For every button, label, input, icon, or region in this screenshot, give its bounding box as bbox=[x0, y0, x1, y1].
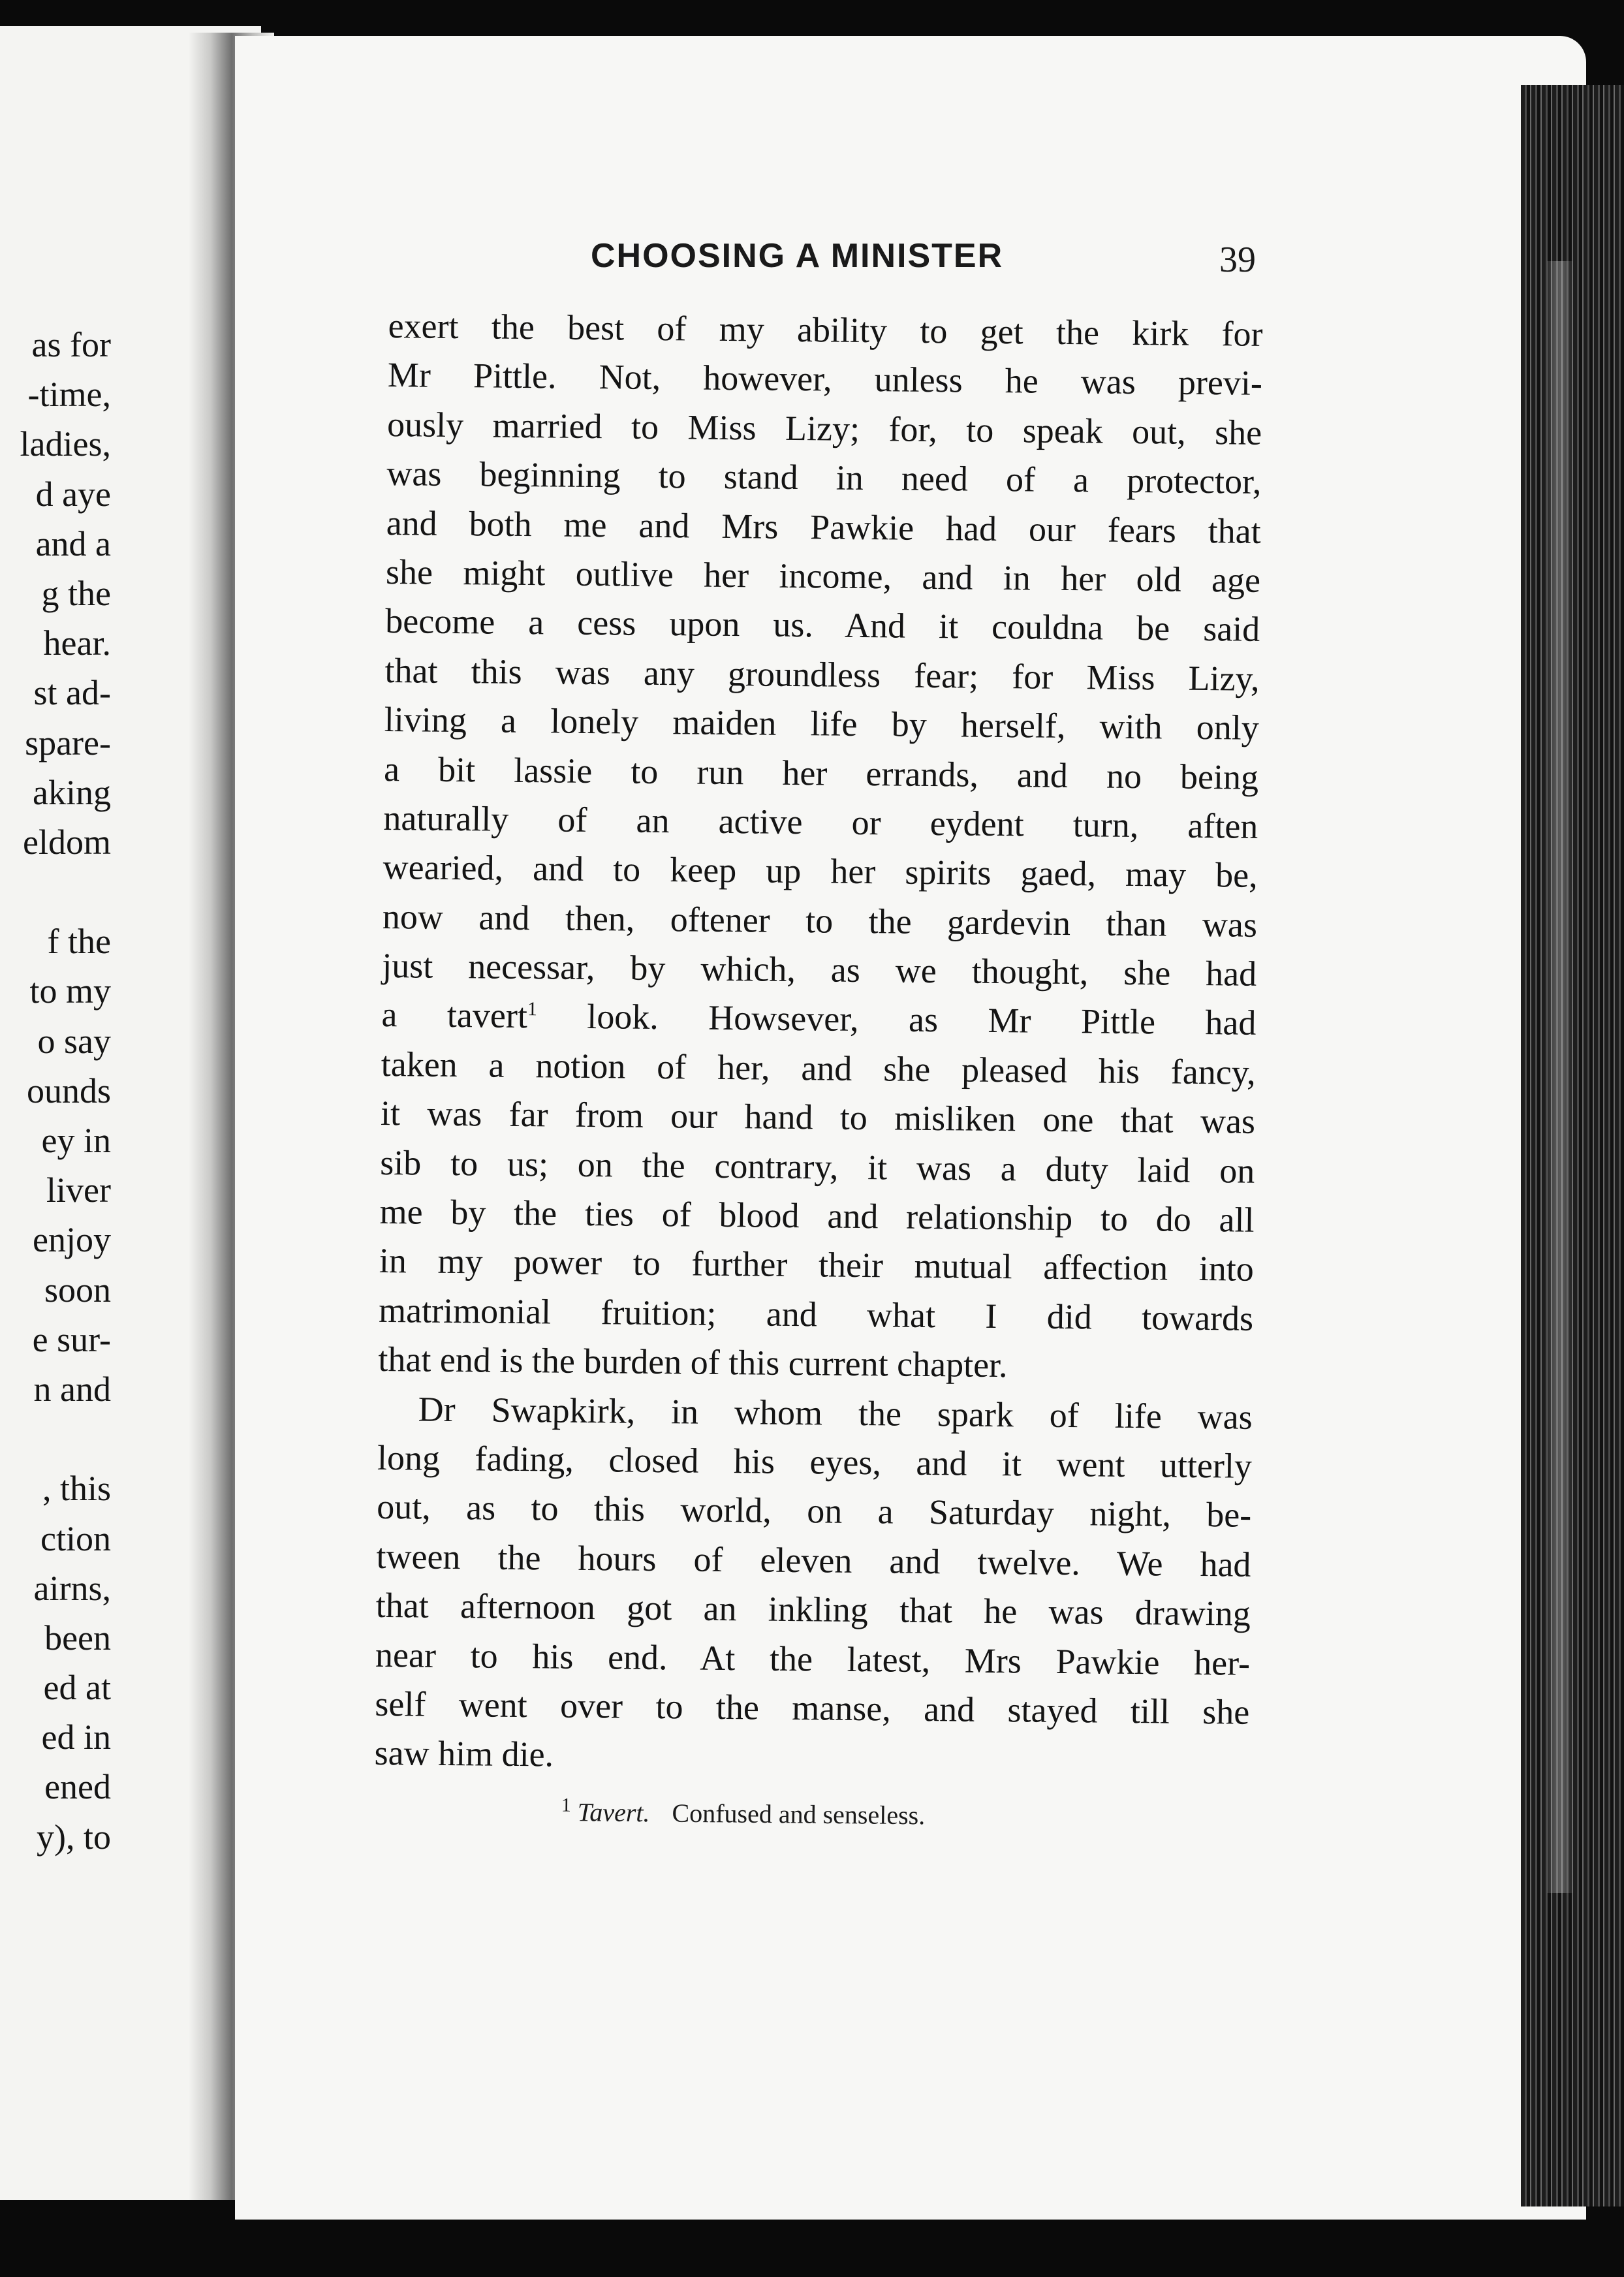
left-line: ed in bbox=[41, 1718, 111, 1757]
text-line: she might outlive her income, and in her old age bbox=[385, 552, 1261, 600]
footnote-reference: 1 bbox=[527, 998, 538, 1020]
left-line: ened bbox=[44, 1767, 111, 1807]
text-line: sib to us; on the contrary, it was a duty laid on bbox=[380, 1142, 1255, 1191]
text-line: me by the ties of blood and relationship to do all bbox=[379, 1191, 1255, 1240]
page-number: 39 bbox=[1219, 240, 1256, 280]
text-line: living a lonely maiden life by herself, with only bbox=[384, 700, 1260, 747]
left-line: been bbox=[44, 1618, 111, 1657]
left-line bbox=[0, 867, 111, 917]
page-edges-highlight bbox=[1547, 261, 1573, 1893]
left-line: e sur- bbox=[32, 1319, 111, 1359]
text-line: was beginning to stand in need of a protector, bbox=[386, 454, 1262, 502]
text-line: long fading, closed his eyes, and it went utterly bbox=[377, 1437, 1253, 1486]
left-line bbox=[0, 1414, 111, 1464]
left-line: as for bbox=[31, 325, 111, 364]
text-line: and both me and Mrs Pawkie had our fears that bbox=[386, 503, 1261, 551]
left-line: o say bbox=[37, 1021, 111, 1061]
left-line: hear. bbox=[43, 623, 111, 663]
running-head: CHOOSING A MINISTER bbox=[591, 237, 1004, 275]
left-line: ed at bbox=[43, 1668, 111, 1708]
text-line-with-footnote bbox=[381, 990, 1257, 1048]
text-line: naturally of an active or eydent turn, aften bbox=[383, 798, 1258, 846]
left-line: spare- bbox=[25, 723, 111, 762]
left-line: d aye bbox=[35, 474, 111, 514]
footnote bbox=[561, 1794, 926, 1830]
left-line: ladies, bbox=[20, 424, 111, 464]
footnote-marker: 1 bbox=[561, 1794, 572, 1816]
text-line: ously married to Miss Lizy; for, to speak out, she bbox=[386, 404, 1262, 452]
left-line: n and bbox=[33, 1369, 111, 1409]
text-line: that end is the burden of this current chapter. bbox=[378, 1340, 1008, 1385]
text-line: in my power to further their mutual affection into bbox=[379, 1241, 1255, 1289]
left-page-text bbox=[0, 320, 111, 1862]
left-line: , this bbox=[42, 1469, 111, 1509]
text-line: exert the best of my ability to get the kirk for bbox=[388, 306, 1263, 354]
text-line: Mr Pittle. Not, however, unless he was previ- bbox=[387, 355, 1263, 403]
text-line: that afternoon got an inkling that he was drawing bbox=[375, 1586, 1251, 1633]
text-line: out, as to this world, on a Saturday night, be- bbox=[376, 1487, 1252, 1535]
text-line: a bit lassie to run her errands, and no being bbox=[383, 749, 1259, 797]
text-line: it was far from our hand to misliken one that was bbox=[380, 1093, 1256, 1142]
text-line: taken a notion of her, and she pleased his fancy, bbox=[381, 1044, 1257, 1092]
left-line: y), to bbox=[37, 1817, 111, 1857]
left-line: ction bbox=[40, 1518, 111, 1558]
text-line: near to his end. At the latest, Mrs Pawkie her- bbox=[375, 1635, 1251, 1683]
text-line-end: look. Howsever, as Mr Pittle had bbox=[537, 996, 1257, 1043]
left-line: airns, bbox=[33, 1568, 111, 1608]
left-line: st ad- bbox=[33, 673, 111, 713]
left-line: ounds bbox=[26, 1071, 111, 1110]
body-text bbox=[374, 302, 1263, 1786]
footnote-term: Tavert. bbox=[577, 1797, 650, 1828]
left-line: f the bbox=[47, 922, 111, 962]
left-line: -time, bbox=[27, 375, 111, 415]
text-line: now and then, oftener to the gardevin than was bbox=[382, 896, 1258, 945]
text-line: matrimonial fruition; and what I did towards bbox=[378, 1290, 1254, 1338]
left-line: eldom bbox=[23, 822, 111, 862]
text-line: self went over to the manse, and stayed till she bbox=[375, 1684, 1250, 1732]
left-line: aking bbox=[33, 772, 111, 812]
left-line: g the bbox=[41, 573, 111, 613]
text-line: become a cess upon us. And it couldna be said bbox=[385, 601, 1260, 650]
left-line: soon bbox=[44, 1270, 111, 1310]
text-line-start: a tavert bbox=[381, 995, 528, 1036]
footnote-definition: Confused and senseless. bbox=[672, 1798, 926, 1830]
text-line: just necessar, by which, as we thought, she had bbox=[381, 946, 1257, 994]
text-line: tween the hours of eleven and twelve. We had bbox=[376, 1536, 1251, 1584]
text-line: saw him die. bbox=[374, 1733, 554, 1774]
text-line: wearied, and to keep up her spirits gaed, may be, bbox=[383, 847, 1258, 896]
left-line: ey in bbox=[41, 1121, 111, 1160]
left-line: liver bbox=[46, 1170, 111, 1210]
left-line: and a bbox=[35, 524, 111, 563]
text-line: that this was any groundless fear; for Miss Lizy, bbox=[384, 650, 1260, 699]
text-line: Dr Swapkirk, in whom the spark of life was bbox=[418, 1389, 1253, 1437]
left-line: enjoy bbox=[33, 1220, 111, 1260]
left-line: to my bbox=[29, 971, 111, 1011]
